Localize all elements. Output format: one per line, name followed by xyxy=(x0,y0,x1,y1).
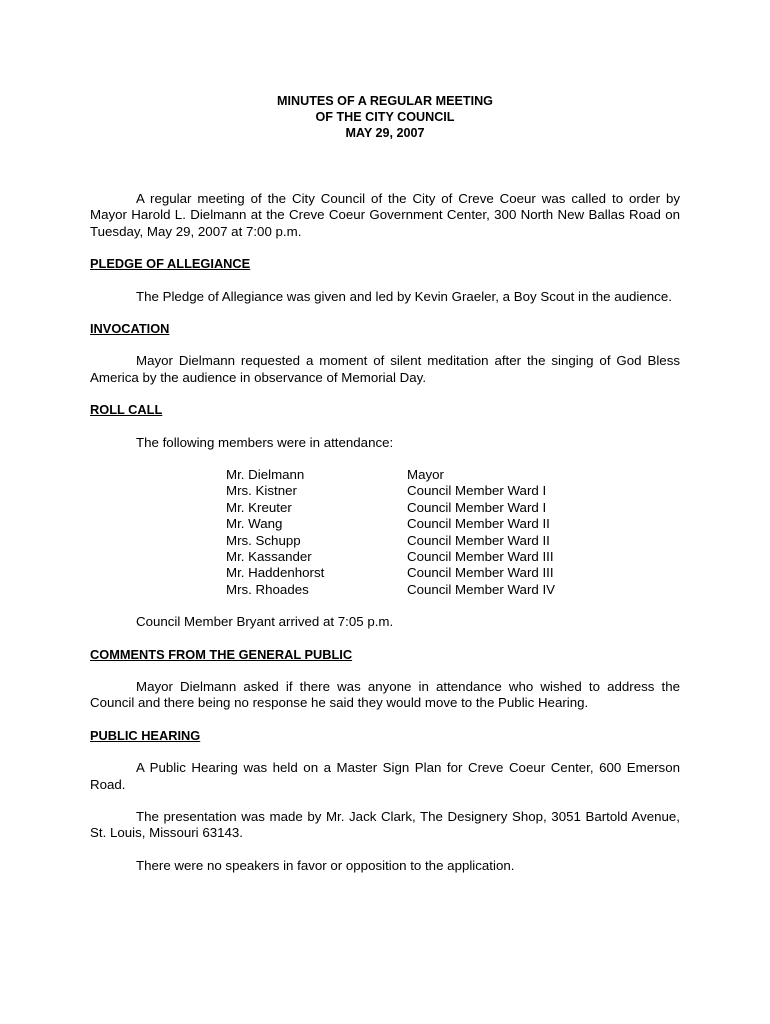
member-name: Mr. Wang xyxy=(226,516,283,532)
member-title: Council Member Ward III xyxy=(407,549,554,565)
roster-row xyxy=(226,549,680,565)
roll-call-heading: ROLL CALL xyxy=(90,402,163,418)
member-title: Council Member Ward III xyxy=(407,565,554,581)
attendance-roster xyxy=(90,467,680,598)
member-name: Mr. Haddenhorst xyxy=(226,565,325,581)
title-line-3: MAY 29, 2007 xyxy=(345,126,425,141)
member-name: Mr. Kassander xyxy=(226,549,312,565)
roll-call-intro: The following members were in attendance: xyxy=(136,434,394,450)
member-name: Mr. Dielmann xyxy=(226,467,305,483)
public-hearing-paragraph-1: A Public Hearing was held on a Master Sign Plan for Creve Coeur Center, 600 Emerson Road. xyxy=(90,760,680,792)
pledge-paragraph: The Pledge of Allegiance was given and led by Kevin Graeler, a Boy Scout in the audience. xyxy=(136,288,672,304)
public-hearing-paragraph-2: The presentation was made by Mr. Jack Clark, The Designery Shop, 3051 Bartold Avenue, St. Louis, Missouri 63143. xyxy=(90,809,680,841)
roster-row xyxy=(226,483,680,499)
public-hearing-heading: PUBLIC HEARING xyxy=(90,727,201,743)
roster-row xyxy=(226,500,680,516)
roster-row xyxy=(226,565,680,581)
comments-heading: COMMENTS FROM THE GENERAL PUBLIC xyxy=(90,646,353,662)
document-body xyxy=(90,191,680,874)
member-title: Council Member Ward II xyxy=(407,532,550,548)
member-name: Mrs. Rhoades xyxy=(226,581,309,597)
document-title xyxy=(90,93,680,142)
public-hearing-paragraph-3: There were no speakers in favor or opposition to the application. xyxy=(136,857,515,873)
pledge-heading: PLEDGE OF ALLEGIANCE xyxy=(90,256,251,272)
member-title: Council Member Ward IV xyxy=(407,581,556,597)
title-line-1: MINUTES OF A REGULAR MEETING xyxy=(277,94,493,108)
comments-paragraph: Mayor Dielmann asked if there was anyone in attendance who wished to address the Council and there being no response he said they would move to the Public Hearing. xyxy=(90,679,680,711)
roster-row xyxy=(226,582,680,598)
member-name: Mrs. Kistner xyxy=(226,483,297,499)
member-name: Mrs. Schupp xyxy=(226,532,301,548)
invocation-heading: INVOCATION xyxy=(90,321,170,337)
roster-row xyxy=(226,516,680,532)
roll-call-note: Council Member Bryant arrived at 7:05 p.m. xyxy=(136,614,394,630)
member-title: Council Member Ward II xyxy=(407,516,550,532)
invocation-paragraph: Mayor Dielmann requested a moment of silent meditation after the singing of God Bless America by the audience in observance of Memorial Day. xyxy=(90,353,680,385)
intro-paragraph: A regular meeting of the City Council of the City of Creve Coeur was called to order by Mayor Harold L. Dielmann at the Creve Coeur Government Center, 300 North New Ballas Road on Tuesday, May 29, 2007 at 7:00 p.m. xyxy=(90,191,680,239)
roster-row xyxy=(226,533,680,549)
member-name: Mr. Kreuter xyxy=(226,499,292,515)
member-title: Mayor xyxy=(407,467,444,483)
member-title: Council Member Ward I xyxy=(407,483,547,499)
member-title: Council Member Ward I xyxy=(407,499,547,515)
roster-row xyxy=(226,467,680,483)
title-line-2: OF THE CITY COUNCIL xyxy=(315,110,455,125)
